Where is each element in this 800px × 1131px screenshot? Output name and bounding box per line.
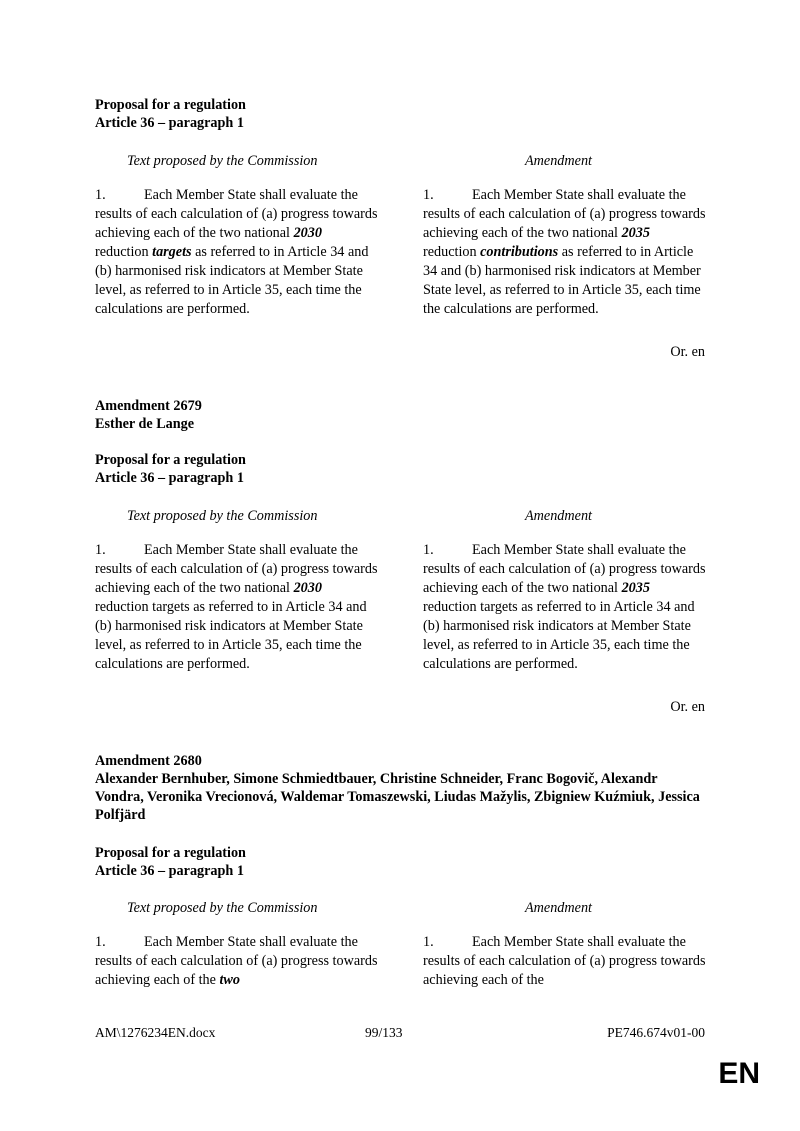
paragraph-number: 1. xyxy=(423,187,434,203)
emphasis-text: 2035 xyxy=(621,225,650,241)
amendment-heading xyxy=(95,397,705,433)
amendment-text-column: 1. Each Member State shall evaluate the results of each calculation of (a) progress towards achieving each of the two national 2035 reduction contributions as referred to in Article 34 and (b) harmonised risk indicators at Member State level, as referred to in Article 35, each time the calculations are performed. xyxy=(423,187,706,317)
amendment-authors: Esther de Lange xyxy=(95,416,195,432)
emphasis-text: 2030 xyxy=(293,225,322,241)
paragraph-number: 1. xyxy=(423,934,434,950)
emphasis-text: 2035 xyxy=(621,580,650,596)
paragraph-number: 1. xyxy=(423,542,434,558)
commission-text-header: Text proposed by the Commission xyxy=(127,153,318,169)
amendment-number: Amendment 2680 xyxy=(95,753,202,769)
proposal-heading xyxy=(95,451,705,487)
amendment-header: Amendment xyxy=(525,508,592,524)
proposal-title: Proposal for a regulation xyxy=(95,452,246,468)
amendment-header: Amendment xyxy=(525,153,592,169)
commission-text-column: 1. Each Member State shall evaluate the results of each calculation of (a) progress towards achieving each of the two national 2030 reduction targets as referred to in Article 34 and (b) harmonised risk indicators at Member State level, as referred to in Article 35, each time the calculations are performed. xyxy=(95,187,378,317)
amendment-text-column: 1. Each Member State shall evaluate the results of each calculation of (a) progress towards achieving each of the xyxy=(423,934,706,988)
emphasis-text: 2030 xyxy=(293,580,322,596)
original-language-note: Or. en xyxy=(670,699,705,715)
emphasis-text: contributions xyxy=(480,244,559,260)
page-footer xyxy=(95,1025,705,1045)
page-number: 99/133 xyxy=(365,1025,403,1040)
column-headers xyxy=(95,507,705,527)
document-reference: PE746.674v01-00 xyxy=(607,1025,705,1040)
commission-text-column: 1. Each Member State shall evaluate the results of each calculation of (a) progress towards achieving each of the two xyxy=(95,934,378,988)
amendment-authors: Alexander Bernhuber, Simone Schmiedtbauer, Christine Schneider, Franc Bogovič, Alexandr Vondra, Veronika Vrecionová, Waldemar Tomaszewski, Liudas Mažylis, Zbigniew Kuźmiuk, Jessica Polfjärd xyxy=(95,771,700,823)
emphasis-text: two xyxy=(219,972,240,988)
amendment-header: Amendment xyxy=(525,900,592,916)
original-language-note: Or. en xyxy=(670,344,705,360)
article-reference: Article 36 – paragraph 1 xyxy=(95,863,244,879)
column-headers xyxy=(95,152,705,172)
article-reference: Article 36 – paragraph 1 xyxy=(95,470,244,486)
language-tag: EN xyxy=(718,1057,760,1090)
emphasis-text: targets xyxy=(152,244,192,260)
paragraph-number: 1. xyxy=(95,542,106,558)
proposal-heading xyxy=(95,844,705,880)
article-reference: Article 36 – paragraph 1 xyxy=(95,115,244,131)
column-headers xyxy=(95,899,705,919)
proposal-title: Proposal for a regulation xyxy=(95,845,246,861)
proposal-heading xyxy=(95,96,705,132)
paragraph-number: 1. xyxy=(95,934,106,950)
commission-text-header: Text proposed by the Commission xyxy=(127,900,318,916)
proposal-title: Proposal for a regulation xyxy=(95,97,246,113)
commission-text-header: Text proposed by the Commission xyxy=(127,508,318,524)
document-filename: AM\1276234EN.docx xyxy=(95,1025,216,1040)
amendment-text-column: 1. Each Member State shall evaluate the results of each calculation of (a) progress towards achieving each of the two national 2035 reduction targets as referred to in Article 34 and (b) harmonised risk indicators at Member State level, as referred to in Article 35, each time the calculations are performed. xyxy=(423,542,706,672)
amendment-number: Amendment 2679 xyxy=(95,398,202,414)
commission-text-column: 1. Each Member State shall evaluate the results of each calculation of (a) progress towards achieving each of the two national 2030 reduction targets as referred to in Article 34 and (b) harmonised risk indicators at Member State level, as referred to in Article 35, each time the calculations are performed. xyxy=(95,542,378,672)
paragraph-number: 1. xyxy=(95,187,106,203)
amendment-heading xyxy=(95,752,705,824)
